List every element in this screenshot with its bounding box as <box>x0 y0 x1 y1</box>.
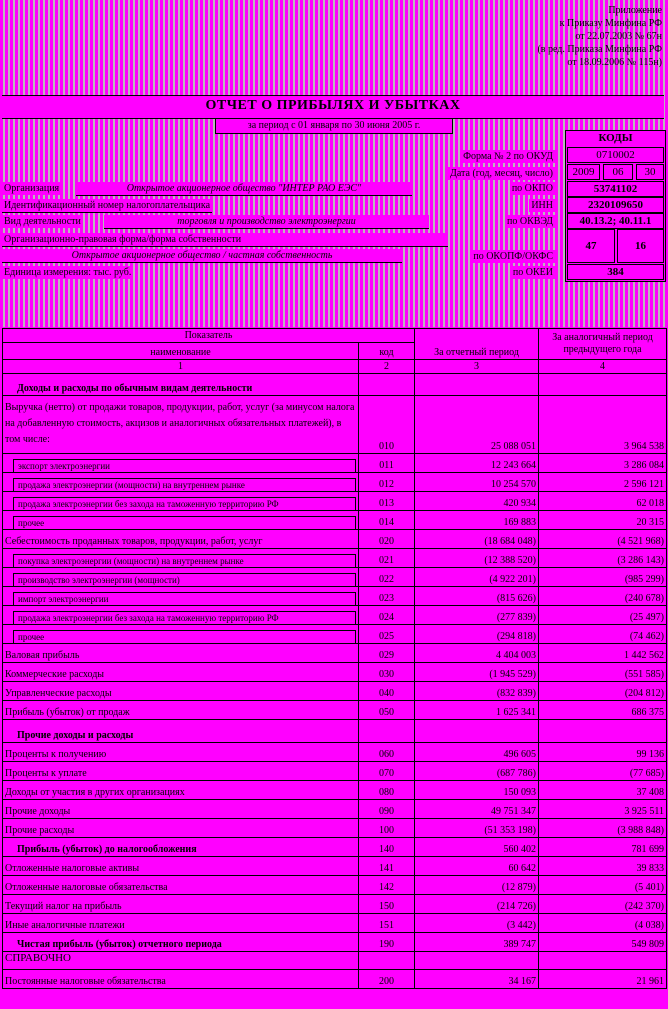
row-current-value: 34 167 <box>415 970 539 989</box>
row-previous-value: 37 408 <box>539 781 667 800</box>
row-previous-value: 62 018 <box>539 492 667 511</box>
row-current-value: 4 404 003 <box>415 644 539 663</box>
table-row <box>3 781 667 800</box>
row-name: Иные аналогичные платежи <box>5 920 125 931</box>
form-label: Форма № 2 по ОКУД <box>463 151 553 162</box>
row-code: 010 <box>359 396 415 454</box>
row-name: Постоянные налоговые обязательства <box>5 976 166 987</box>
table-row <box>3 454 667 473</box>
row-name: Прочие доходы и расходы <box>17 730 134 741</box>
header-current: За отчетный период <box>415 329 539 360</box>
table-row <box>3 549 667 568</box>
row-name-cell <box>3 701 359 720</box>
table-row <box>3 970 667 989</box>
approval-line: к Приказу Минфина РФ <box>559 18 662 29</box>
row-previous-value: 99 136 <box>539 743 667 762</box>
table-row <box>3 743 667 762</box>
col-number: 1 <box>3 360 359 374</box>
row-name: продажа электроэнергии (мощности) на внутреннем рынке <box>13 478 356 491</box>
row-name-cell <box>3 819 359 838</box>
row-code: 140 <box>359 838 415 857</box>
row-code: 040 <box>359 682 415 701</box>
row-name-cell <box>3 549 359 568</box>
row-previous-value: 21 961 <box>539 970 667 989</box>
codes-header: КОДЫ <box>598 132 633 144</box>
header-code: код <box>359 343 415 360</box>
row-current-value: (51 353 198) <box>415 819 539 838</box>
table-row <box>3 663 667 682</box>
inn-label: Идентификационный номер налогоплательщика <box>4 200 211 211</box>
table-row <box>3 682 667 701</box>
table-row <box>3 876 667 895</box>
row-previous-value: (3 286 143) <box>539 549 667 568</box>
row-current-value: (214 726) <box>415 895 539 914</box>
row-name: Прочие доходы <box>5 806 71 817</box>
legal-form-value: Открытое акционерное общество / частная собственность <box>2 249 402 263</box>
row-code <box>359 952 415 970</box>
header-previous: За аналогичный период предыдущего года <box>539 329 667 360</box>
row-name-cell <box>3 606 359 625</box>
row-name: прочее <box>13 516 356 529</box>
row-name-cell <box>3 625 359 644</box>
table-row <box>3 800 667 819</box>
table-row <box>3 511 667 530</box>
table-row <box>3 644 667 663</box>
row-previous-value: (74 462) <box>539 625 667 644</box>
okpo-label: по ОКПО <box>511 183 553 194</box>
row-code: 080 <box>359 781 415 800</box>
row-name-cell <box>3 473 359 492</box>
row-previous-value: 781 699 <box>539 838 667 857</box>
row-name: Доходы от участия в других организациях <box>5 787 185 798</box>
okei-code: 384 <box>567 264 664 280</box>
org-name: Открытое акционерное общество "ИНТЕР РАО ЕЭС" <box>76 182 412 196</box>
table-row <box>3 701 667 720</box>
row-previous-value: 20 315 <box>539 511 667 530</box>
row-previous-value: (551 585) <box>539 663 667 682</box>
activity-value: торговля и производство электроэнергии <box>104 215 429 229</box>
income-statement-table <box>2 328 667 989</box>
row-name-cell <box>3 374 359 396</box>
row-current-value: (294 818) <box>415 625 539 644</box>
row-current-value: (4 922 201) <box>415 568 539 587</box>
unit-label: Единица измерения: тыс. руб. <box>4 267 132 278</box>
row-name-cell <box>3 781 359 800</box>
date-label: Дата (год, месяц, число) <box>450 168 553 179</box>
row-current-value: 169 883 <box>415 511 539 530</box>
row-previous-value: 3 286 084 <box>539 454 667 473</box>
activity-label: Вид деятельности <box>4 216 81 227</box>
row-name: Себестоимость проданных товаров, продукции, работ, услуг <box>5 536 263 547</box>
row-name: Валовая прибыль <box>5 650 80 661</box>
row-previous-value: 549 809 <box>539 933 667 952</box>
row-name: Проценты к уплате <box>5 768 87 779</box>
table-row <box>3 374 667 396</box>
approval-line: (в ред. Приказа Минфина РФ <box>537 44 662 55</box>
row-name-cell <box>3 530 359 549</box>
row-code: 021 <box>359 549 415 568</box>
row-previous-value: 686 375 <box>539 701 667 720</box>
row-code: 024 <box>359 606 415 625</box>
table-row <box>3 720 667 743</box>
row-current-value: (832 839) <box>415 682 539 701</box>
col-number: 4 <box>539 360 667 374</box>
inn-tag: ИНН <box>531 200 553 211</box>
row-current-value: 60 642 <box>415 857 539 876</box>
table-row <box>3 396 667 454</box>
row-previous-value <box>539 374 667 396</box>
table-row <box>3 895 667 914</box>
table-row <box>3 473 667 492</box>
row-previous-value: 2 596 121 <box>539 473 667 492</box>
okopf-code: 47 <box>567 229 615 263</box>
row-code: 023 <box>359 587 415 606</box>
row-name: Отложенные налоговые активы <box>5 863 140 874</box>
date-day: 30 <box>636 164 664 180</box>
row-previous-value: (242 370) <box>539 895 667 914</box>
row-current-value: (687 786) <box>415 762 539 781</box>
table-row <box>3 762 667 781</box>
row-current-value: 420 934 <box>415 492 539 511</box>
row-current-value: (277 839) <box>415 606 539 625</box>
row-current-value: 10 254 570 <box>415 473 539 492</box>
row-current-value: 49 751 347 <box>415 800 539 819</box>
table-row <box>3 625 667 644</box>
row-name-cell <box>3 914 359 933</box>
form-code: 0710002 <box>567 147 664 163</box>
row-name-cell <box>3 895 359 914</box>
row-code <box>359 374 415 396</box>
row-code: 060 <box>359 743 415 762</box>
row-name: Доходы и расходы по обычным видам деятельности <box>17 383 253 394</box>
row-name: Выручка (нетто) от продажи товаров, продукции, работ, услуг (за минусом налога на добавленную стоимость, акцизов и аналогичных обязательных платежей), в том числе: <box>5 402 355 445</box>
org-label: Организация <box>4 183 60 194</box>
row-current-value: 150 093 <box>415 781 539 800</box>
row-name: производство электроэнергии (мощности) <box>13 573 356 586</box>
table-row <box>3 914 667 933</box>
row-current-value: (18 684 048) <box>415 530 539 549</box>
row-name-cell <box>3 970 359 989</box>
header-name: наименование <box>3 343 359 360</box>
row-name-cell <box>3 800 359 819</box>
row-name-cell <box>3 952 359 970</box>
table-row <box>3 952 667 970</box>
row-current-value: (1 945 529) <box>415 663 539 682</box>
row-name-cell <box>3 743 359 762</box>
okved-code: 40.13.2; 40.11.1 <box>567 213 664 229</box>
row-previous-value: 1 442 562 <box>539 644 667 663</box>
row-previous-value <box>539 952 667 970</box>
table-row <box>3 492 667 511</box>
row-code: 050 <box>359 701 415 720</box>
row-current-value: 12 243 664 <box>415 454 539 473</box>
row-current-value: (12 879) <box>415 876 539 895</box>
title-band <box>2 95 664 119</box>
okpo-code: 53741102 <box>567 181 664 197</box>
row-current-value <box>415 720 539 743</box>
row-code: 020 <box>359 530 415 549</box>
row-name: Проценты к получению <box>5 749 107 760</box>
row-code: 011 <box>359 454 415 473</box>
row-name: Отложенные налоговые обязательства <box>5 882 168 893</box>
row-current-value: 496 605 <box>415 743 539 762</box>
row-code: 100 <box>359 819 415 838</box>
approval-line: Приложение <box>608 5 662 16</box>
row-name: Прочие расходы <box>5 825 75 836</box>
row-current-value <box>415 952 539 970</box>
row-name-cell <box>3 838 359 857</box>
row-name: СПРАВОЧНО <box>5 952 71 964</box>
row-code: 025 <box>359 625 415 644</box>
table-header-row <box>3 329 667 343</box>
row-code: 030 <box>359 663 415 682</box>
row-name: импорт электроэнергии <box>13 592 356 605</box>
row-name: прочее <box>13 630 356 643</box>
row-name-cell <box>3 492 359 511</box>
col-number: 3 <box>415 360 539 374</box>
row-previous-value: (3 988 848) <box>539 819 667 838</box>
row-code: 070 <box>359 762 415 781</box>
row-previous-value: (240 678) <box>539 587 667 606</box>
row-current-value: 25 088 051 <box>415 396 539 454</box>
row-name: Прибыль (убыток) до налогообложения <box>17 844 197 855</box>
row-name: Коммерческие расходы <box>5 669 105 680</box>
report-title: ОТЧЕТ О ПРИБЫЛЯХ И УБЫТКАХ <box>205 98 461 113</box>
row-name-cell <box>3 568 359 587</box>
table-row <box>3 933 667 952</box>
col-number: 2 <box>359 360 415 374</box>
row-name: Прибыль (убыток) от продаж <box>5 707 130 718</box>
header-indicator: Показатель <box>3 329 415 343</box>
date-year: 2009 <box>567 164 600 180</box>
report-period: за период с 01 января по 30 июня 2005 г. <box>215 118 453 134</box>
row-current-value: 560 402 <box>415 838 539 857</box>
row-previous-value: (204 812) <box>539 682 667 701</box>
okopf-label: по ОКОПФ/ОКФС <box>473 251 553 262</box>
row-name-cell <box>3 587 359 606</box>
inn-code: 2320109650 <box>567 197 664 213</box>
row-code <box>359 720 415 743</box>
row-name-cell <box>3 682 359 701</box>
row-name: продажа электроэнергии без захода на таможенную территорию РФ <box>13 497 356 510</box>
column-numbers-row <box>3 360 667 374</box>
okei-label: по ОКЕИ <box>512 267 553 278</box>
row-current-value: (815 626) <box>415 587 539 606</box>
row-name: Текущий налог на прибыль <box>5 901 122 912</box>
row-code: 090 <box>359 800 415 819</box>
row-code: 029 <box>359 644 415 663</box>
row-name: покупка электроэнергии (мощности) на внутреннем рынке <box>13 554 356 567</box>
row-code: 150 <box>359 895 415 914</box>
table-row <box>3 838 667 857</box>
row-code: 022 <box>359 568 415 587</box>
row-code: 142 <box>359 876 415 895</box>
approval-line: от 18.09.2006 № 115н) <box>567 57 662 68</box>
okfs-code: 16 <box>617 229 664 263</box>
row-name-cell <box>3 933 359 952</box>
row-previous-value: (4 038) <box>539 914 667 933</box>
row-name-cell <box>3 454 359 473</box>
row-previous-value: (77 685) <box>539 762 667 781</box>
row-name-cell <box>3 396 359 454</box>
row-name: экспорт электроэнергии <box>13 459 356 472</box>
row-previous-value <box>539 720 667 743</box>
row-code: 013 <box>359 492 415 511</box>
row-previous-value: 3 925 511 <box>539 800 667 819</box>
approval-line: от 22.07.2003 № 67н <box>575 31 662 42</box>
row-code: 012 <box>359 473 415 492</box>
date-month: 06 <box>603 164 633 180</box>
row-name: Чистая прибыль (убыток) отчетного периода <box>17 939 222 950</box>
table-row <box>3 568 667 587</box>
row-name-cell <box>3 511 359 530</box>
row-name: Управленческие расходы <box>5 688 112 699</box>
form-header <box>0 0 668 327</box>
row-code: 190 <box>359 933 415 952</box>
row-current-value: 1 625 341 <box>415 701 539 720</box>
table-row <box>3 606 667 625</box>
row-name-cell <box>3 720 359 743</box>
row-name-cell <box>3 762 359 781</box>
row-name: продажа электроэнергии без захода на таможенную территорию РФ <box>13 611 356 624</box>
approval-note <box>512 4 662 69</box>
row-current-value: (12 388 520) <box>415 549 539 568</box>
row-name-cell <box>3 857 359 876</box>
row-previous-value: (5 401) <box>539 876 667 895</box>
row-previous-value: (985 299) <box>539 568 667 587</box>
table-row <box>3 857 667 876</box>
row-previous-value: (25 497) <box>539 606 667 625</box>
row-current-value: (3 442) <box>415 914 539 933</box>
row-previous-value: 3 964 538 <box>539 396 667 454</box>
row-code: 200 <box>359 970 415 989</box>
row-current-value <box>415 374 539 396</box>
row-code: 151 <box>359 914 415 933</box>
row-code: 141 <box>359 857 415 876</box>
row-previous-value: (4 521 968) <box>539 530 667 549</box>
row-name-cell <box>3 663 359 682</box>
okved-label: по ОКВЭД <box>507 216 553 227</box>
row-code: 014 <box>359 511 415 530</box>
table-row <box>3 530 667 549</box>
row-current-value: 389 747 <box>415 933 539 952</box>
row-name-cell <box>3 876 359 895</box>
table-row <box>3 819 667 838</box>
row-previous-value: 39 833 <box>539 857 667 876</box>
row-name-cell <box>3 644 359 663</box>
table-row <box>3 587 667 606</box>
legal-form-label: Организационно-правовая форма/форма собственности <box>2 233 448 247</box>
